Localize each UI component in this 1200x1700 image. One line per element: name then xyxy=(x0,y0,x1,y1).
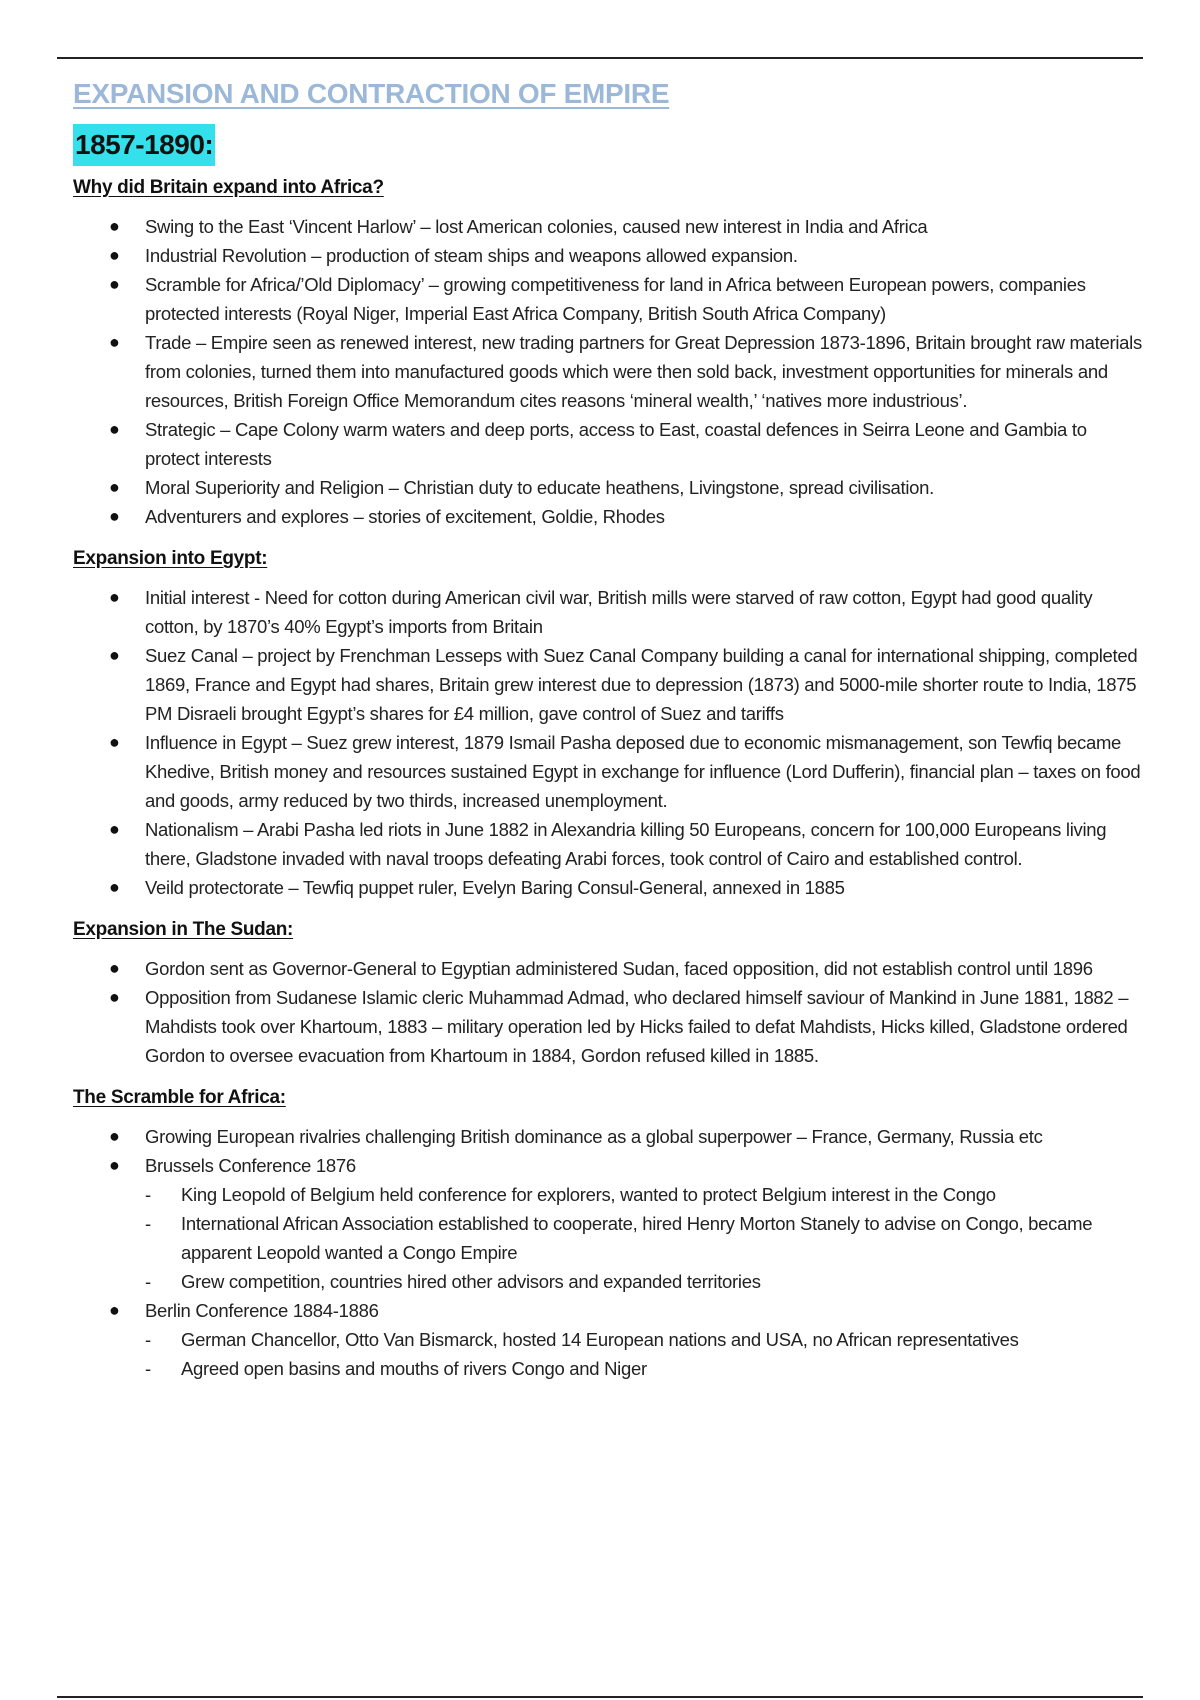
section-heading: Why did Britain expand into Africa? xyxy=(73,177,384,198)
sub-list-item xyxy=(145,1209,1143,1267)
list-item-text: Growing European rivalries challenging British dominance as a global superpower – France, Germany, Russia etc xyxy=(145,1126,1043,1147)
list-item xyxy=(73,212,1143,241)
bullet-icon: ● xyxy=(109,1155,120,1175)
bullet-list xyxy=(73,583,1143,902)
bullet-icon: ● xyxy=(109,1300,120,1320)
bullet-icon: ● xyxy=(109,216,120,236)
bullet-icon: ● xyxy=(109,477,120,497)
dash-icon: - xyxy=(145,1213,151,1234)
bullet-icon: ● xyxy=(109,987,120,1007)
list-item xyxy=(73,241,1143,270)
list-item xyxy=(73,983,1143,1070)
bullet-icon: ● xyxy=(109,819,120,839)
list-item-text: Strategic – Cape Colony warm waters and deep ports, access to East, coastal defences in Seirra Leone and Gambia to protect interests xyxy=(145,419,1087,469)
bullet-icon: ● xyxy=(109,506,120,526)
sub-list xyxy=(145,1325,1143,1383)
section-heading: Expansion in The Sudan: xyxy=(73,919,294,940)
sub-list-item-text: International African Association established to cooperate, hired Henry Morton Stanely to advise on Congo, became apparent Leopold wanted a Congo Empire xyxy=(181,1213,1093,1263)
sub-list-item-text: King Leopold of Belgium held conference for explorers, wanted to protect Belgium interest in the Congo xyxy=(181,1184,996,1205)
bullet-list xyxy=(73,212,1143,531)
list-item-text: Suez Canal – project by Frenchman Lesseps with Suez Canal Company building a canal for international shipping, completed 1869, France and Egypt had shares, Britain grew interest due to depression (1873) and 5000-mile shorter route to India, 1875 PM Disraeli brought Egypt’s shares for £4 million, gave control of Suez and tariffs xyxy=(145,645,1138,724)
list-item-text: Gordon sent as Governor-General to Egyptian administered Sudan, faced opposition, did not establish control until 1896 xyxy=(145,958,1093,979)
list-item xyxy=(73,873,1143,902)
list-item-text: Influence in Egypt – Suez grew interest, 1879 Ismail Pasha deposed due to economic mismanagement, son Tewfiq became Khedive, British money and resources sustained Egypt in exchange for influence (Lord Dufferin), financial plan – taxes on food and goods, army reduced by two thirds, increased unemployment. xyxy=(145,732,1141,811)
dash-icon: - xyxy=(145,1271,151,1292)
period-heading-wrap xyxy=(73,124,1143,168)
list-item xyxy=(73,415,1143,473)
list-item xyxy=(73,815,1143,873)
list-item-text: Brussels Conference 1876 xyxy=(145,1155,356,1176)
list-item xyxy=(73,641,1143,728)
document-title: EXPANSION AND CONTRACTION OF EMPIRE xyxy=(73,78,670,109)
list-item-text: Trade – Empire seen as renewed interest, new trading partners for Great Depression 1873-1896, Britain brought raw materials from colonies, turned them into manufactured goods which were then sold back, investment opportunities for minerals and resources, British Foreign Office Memorandum cites reasons ‘mineral wealth,’ ‘natives more industrious’. xyxy=(145,332,1142,411)
dash-icon: - xyxy=(145,1329,151,1350)
top-rule xyxy=(57,57,1143,59)
bullet-icon: ● xyxy=(109,732,120,752)
list-item xyxy=(73,728,1143,815)
list-item-text: Swing to the East ‘Vincent Harlow’ – lost American colonies, caused new interest in India and Africa xyxy=(145,216,928,237)
bullet-icon: ● xyxy=(109,587,120,607)
list-item xyxy=(73,954,1143,983)
bullet-icon: ● xyxy=(109,1126,120,1146)
list-item-text: Adventurers and explores – stories of excitement, Goldie, Rhodes xyxy=(145,506,665,527)
bottom-rule xyxy=(57,1696,1143,1698)
list-item xyxy=(73,473,1143,502)
list-item-text: Scramble for Africa/’Old Diplomacy’ – growing competitiveness for land in Africa between European powers, companies protected interests (Royal Niger, Imperial East Africa Company, British South Africa Company) xyxy=(145,274,1086,324)
list-item-text: Industrial Revolution – production of steam ships and weapons allowed expansion. xyxy=(145,245,798,266)
bullet-icon: ● xyxy=(109,245,120,265)
list-item-text: Veild protectorate – Tewfiq puppet ruler, Evelyn Baring Consul-General, annexed in 1885 xyxy=(145,877,845,898)
period-heading: 1857-1890: xyxy=(73,124,215,166)
dash-icon: - xyxy=(145,1358,151,1379)
list-item xyxy=(73,583,1143,641)
list-item xyxy=(73,270,1143,328)
list-item xyxy=(73,1296,1143,1383)
bullet-icon: ● xyxy=(109,645,120,665)
dash-icon: - xyxy=(145,1184,151,1205)
list-item xyxy=(73,328,1143,415)
sub-list-item xyxy=(145,1180,1143,1209)
section-why-expand xyxy=(73,174,1143,531)
bullet-icon: ● xyxy=(109,274,120,294)
section-egypt xyxy=(73,545,1143,902)
sub-list-item xyxy=(145,1354,1143,1383)
sub-list-item xyxy=(145,1267,1143,1296)
section-scramble xyxy=(73,1084,1143,1383)
sub-list-item-text: Grew competition, countries hired other advisors and expanded territories xyxy=(181,1271,761,1292)
sub-list-item-text: Agreed open basins and mouths of rivers Congo and Niger xyxy=(181,1358,647,1379)
bullet-icon: ● xyxy=(109,877,120,897)
sub-list-item-text: German Chancellor, Otto Van Bismarck, hosted 14 European nations and USA, no African representatives xyxy=(181,1329,1019,1350)
document-page xyxy=(73,74,1143,1383)
sub-list xyxy=(145,1180,1143,1296)
list-item xyxy=(73,502,1143,531)
bullet-list xyxy=(73,1122,1143,1383)
list-item-text: Moral Superiority and Religion – Christian duty to educate heathens, Livingstone, spread civilisation. xyxy=(145,477,935,498)
section-heading: Expansion into Egypt: xyxy=(73,548,268,569)
list-item-text: Initial interest - Need for cotton during American civil war, British mills were starved of raw cotton, Egypt had good quality cotton, by 1870’s 40% Egypt’s imports from Britain xyxy=(145,587,1093,637)
section-sudan xyxy=(73,916,1143,1070)
list-item-text: Opposition from Sudanese Islamic cleric Muhammad Admad, who declared himself saviour of Mankind in June 1881, 1882 – Mahdists took over Khartoum, 1883 – military operation led by Hicks failed to defat Mahdists, Hicks killed, Gladstone ordered Gordon to oversee evacuation from Khartoum in 1884, Gordon refused killed in 1885. xyxy=(145,987,1129,1066)
sub-list-item xyxy=(145,1325,1143,1354)
bullet-icon: ● xyxy=(109,419,120,439)
list-item xyxy=(73,1122,1143,1151)
list-item-text: Nationalism – Arabi Pasha led riots in June 1882 in Alexandria killing 50 Europeans, concern for 100,000 Europeans living there, Gladstone invaded with naval troops defeating Arabi forces, took control of Cairo and established control. xyxy=(145,819,1107,869)
bullet-icon: ● xyxy=(109,332,120,352)
bullet-icon: ● xyxy=(109,958,120,978)
list-item-text: Berlin Conference 1884-1886 xyxy=(145,1300,379,1321)
bullet-list xyxy=(73,954,1143,1070)
list-item xyxy=(73,1151,1143,1296)
section-heading: The Scramble for Africa: xyxy=(73,1087,286,1108)
